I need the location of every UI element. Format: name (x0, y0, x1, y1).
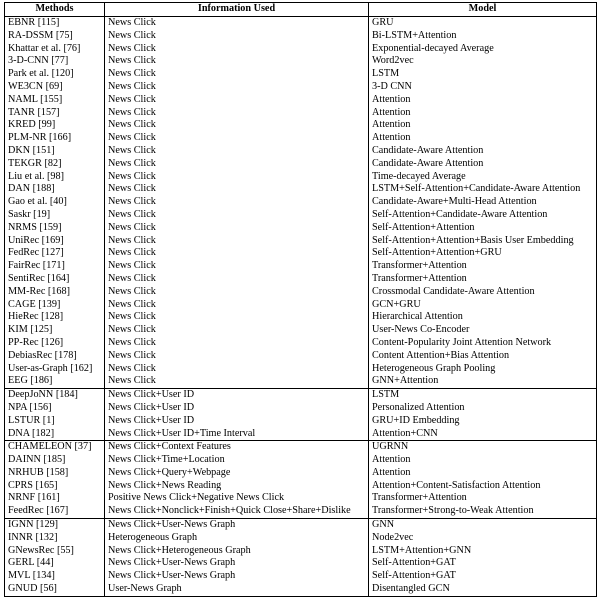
information-cell: Heterogeneous Graph (105, 532, 369, 545)
method-cell: FairRec [171] (5, 260, 105, 273)
table-row (5, 30, 597, 43)
information-cell: News Click (105, 363, 369, 376)
model-cell: Personalized Attention (369, 402, 597, 415)
header-methods: Methods (5, 3, 105, 17)
method-cell: GNUD [56] (5, 583, 105, 596)
table-row (5, 467, 597, 480)
table-row (5, 441, 597, 454)
information-cell: News Click+User-News Graph (105, 519, 369, 532)
method-cell: Saskr [19] (5, 209, 105, 222)
table-row (5, 145, 597, 158)
table-row (5, 415, 597, 428)
table-row (5, 222, 597, 235)
model-cell: Exponential-decayed Average (369, 43, 597, 56)
method-cell: EEG [186] (5, 375, 105, 388)
table-row (5, 583, 597, 596)
model-cell: GNN+Attention (369, 375, 597, 388)
model-cell: Transformer+Attention (369, 492, 597, 505)
table-row (5, 480, 597, 493)
model-cell: User-News Co-Encoder (369, 324, 597, 337)
information-cell: News Click (105, 183, 369, 196)
method-cell: PP-Rec [126] (5, 337, 105, 350)
model-cell: Bi-LSTM+Attention (369, 30, 597, 43)
information-cell: News Click (105, 209, 369, 222)
model-cell: LSTM (369, 68, 597, 81)
model-cell: Self-Attention+Attention (369, 222, 597, 235)
method-cell: FedRec [127] (5, 247, 105, 260)
table-row (5, 311, 597, 324)
information-cell: News Click (105, 273, 369, 286)
table-row (5, 492, 597, 505)
table-row (5, 43, 597, 56)
header-model: Model (369, 3, 597, 17)
information-cell: News Click (105, 81, 369, 94)
model-cell: Crossmodal Candidate-Aware Attention (369, 286, 597, 299)
method-cell: CHAMELEON [37] (5, 441, 105, 454)
method-cell: 3-D-CNN [77] (5, 55, 105, 68)
table-row (5, 81, 597, 94)
information-cell: News Click (105, 196, 369, 209)
model-cell: GNN (369, 519, 597, 532)
table-row (5, 17, 597, 30)
method-cell: DebiasRec [178] (5, 350, 105, 363)
information-cell: News Click+User ID (105, 389, 369, 402)
method-cell: DNA [182] (5, 428, 105, 441)
model-cell: Self-Attention+Attention+GRU (369, 247, 597, 260)
model-cell: Candidate-Aware+Multi-Head Attention (369, 196, 597, 209)
model-cell: GCN+GRU (369, 299, 597, 312)
information-cell: News Click+News Reading (105, 480, 369, 493)
method-cell: HieRec [128] (5, 311, 105, 324)
header-information-used: Information Used (105, 3, 369, 17)
method-cell: NRHUB [158] (5, 467, 105, 480)
table-row (5, 505, 597, 518)
model-cell: Candidate-Aware Attention (369, 145, 597, 158)
table-row (5, 324, 597, 337)
method-cell: MM-Rec [168] (5, 286, 105, 299)
model-cell: Node2vec (369, 532, 597, 545)
table-row (5, 158, 597, 171)
model-cell: Self-Attention+Attention+Basis User Embedding (369, 235, 597, 248)
method-cell: CPRS [165] (5, 480, 105, 493)
table-row (5, 183, 597, 196)
method-cell: CAGE [139] (5, 299, 105, 312)
model-cell: GRU (369, 17, 597, 30)
model-cell: Attention (369, 467, 597, 480)
information-cell: News Click (105, 17, 369, 30)
method-cell: EBNR [115] (5, 17, 105, 30)
method-cell: DAN [188] (5, 183, 105, 196)
table-row (5, 119, 597, 132)
table-row (5, 557, 597, 570)
information-cell: News Click (105, 337, 369, 350)
table-row (5, 55, 597, 68)
table-row (5, 132, 597, 145)
method-cell: UniRec [169] (5, 235, 105, 248)
information-cell: News Click (105, 119, 369, 132)
model-cell: UGRNN (369, 441, 597, 454)
table-row (5, 519, 597, 532)
information-cell: News Click (105, 247, 369, 260)
model-cell: Self-Attention+Candidate-Aware Attention (369, 209, 597, 222)
method-cell: KIM [125] (5, 324, 105, 337)
information-cell: User-News Graph (105, 583, 369, 596)
information-cell: News Click+User-News Graph (105, 570, 369, 583)
method-cell: SentiRec [164] (5, 273, 105, 286)
method-cell: Khattar et al. [76] (5, 43, 105, 56)
model-cell: 3-D CNN (369, 81, 597, 94)
methods-table (4, 2, 597, 597)
model-cell: GRU+ID Embedding (369, 415, 597, 428)
method-cell: TANR [157] (5, 107, 105, 120)
table-row (5, 273, 597, 286)
method-cell: IGNN [129] (5, 519, 105, 532)
model-cell: Attention (369, 107, 597, 120)
table-row (5, 545, 597, 558)
model-cell: Transformer+Attention (369, 273, 597, 286)
method-cell: KRED [99] (5, 119, 105, 132)
table-row (5, 286, 597, 299)
information-cell: News Click+User ID+Time Interval (105, 428, 369, 441)
table-row (5, 196, 597, 209)
model-cell: Content Attention+Bias Attention (369, 350, 597, 363)
table-header-row (5, 3, 597, 17)
model-cell: Attention (369, 119, 597, 132)
table-row (5, 375, 597, 388)
model-cell: Attention (369, 94, 597, 107)
table-row (5, 247, 597, 260)
method-cell: RA-DSSM [75] (5, 30, 105, 43)
information-cell: News Click+User ID (105, 402, 369, 415)
model-cell: LSTM+Attention+GNN (369, 545, 597, 558)
table-row (5, 454, 597, 467)
method-cell: FeedRec [167] (5, 505, 105, 518)
information-cell: News Click (105, 158, 369, 171)
model-cell: Self-Attention+GAT (369, 570, 597, 583)
table-row (5, 94, 597, 107)
method-cell: Park et al. [120] (5, 68, 105, 81)
method-cell: PLM-NR [166] (5, 132, 105, 145)
model-cell: Attention+CNN (369, 428, 597, 441)
table-row (5, 570, 597, 583)
information-cell: News Click (105, 350, 369, 363)
model-cell: Word2vec (369, 55, 597, 68)
model-cell: LSTM+Self-Attention+Candidate-Aware Attention (369, 183, 597, 196)
model-cell: Heterogeneous Graph Pooling (369, 363, 597, 376)
table-row (5, 402, 597, 415)
model-cell: Candidate-Aware Attention (369, 158, 597, 171)
table-row (5, 107, 597, 120)
model-cell: Disentangled GCN (369, 583, 597, 596)
method-cell: User-as-Graph [162] (5, 363, 105, 376)
table-row (5, 350, 597, 363)
model-cell: Hierarchical Attention (369, 311, 597, 324)
table-row (5, 68, 597, 81)
table-body (5, 17, 597, 597)
information-cell: Positive News Click+Negative News Click (105, 492, 369, 505)
method-cell: Liu et al. [98] (5, 171, 105, 184)
information-cell: News Click+Time+Location (105, 454, 369, 467)
information-cell: News Click (105, 260, 369, 273)
information-cell: News Click (105, 222, 369, 235)
method-cell: GERL [44] (5, 557, 105, 570)
information-cell: News Click (105, 94, 369, 107)
method-cell: LSTUR [1] (5, 415, 105, 428)
table-row (5, 337, 597, 350)
table-row (5, 363, 597, 376)
information-cell: News Click (105, 43, 369, 56)
model-cell: Attention+Content-Satisfaction Attention (369, 480, 597, 493)
information-cell: News Click+Context Features (105, 441, 369, 454)
model-cell: LSTM (369, 389, 597, 402)
information-cell: News Click (105, 375, 369, 388)
model-cell: Content-Popularity Joint Attention Network (369, 337, 597, 350)
model-cell: Transformer+Strong-to-Weak Attention (369, 505, 597, 518)
information-cell: News Click (105, 55, 369, 68)
information-cell: News Click (105, 311, 369, 324)
information-cell: News Click (105, 235, 369, 248)
table-row (5, 428, 597, 441)
table-row (5, 171, 597, 184)
method-cell: NAML [155] (5, 94, 105, 107)
information-cell: News Click (105, 107, 369, 120)
table-row (5, 260, 597, 273)
information-cell: News Click (105, 145, 369, 158)
table-row (5, 209, 597, 222)
table-row (5, 389, 597, 402)
information-cell: News Click (105, 132, 369, 145)
information-cell: News Click (105, 324, 369, 337)
information-cell: News Click (105, 68, 369, 81)
information-cell: News Click+User-News Graph (105, 557, 369, 570)
method-cell: WE3CN [69] (5, 81, 105, 94)
table-row (5, 299, 597, 312)
method-cell: DAINN [185] (5, 454, 105, 467)
information-cell: News Click+Nonclick+Finish+Quick Close+Share+Dislike (105, 505, 369, 518)
method-cell: TEKGR [82] (5, 158, 105, 171)
method-cell: NRNF [161] (5, 492, 105, 505)
information-cell: News Click+Query+Webpage (105, 467, 369, 480)
method-cell: DeepJoNN [184] (5, 389, 105, 402)
method-cell: MVL [134] (5, 570, 105, 583)
model-cell: Transformer+Attention (369, 260, 597, 273)
model-cell: Attention (369, 132, 597, 145)
method-cell: DKN [151] (5, 145, 105, 158)
information-cell: News Click (105, 30, 369, 43)
information-cell: News Click (105, 299, 369, 312)
model-cell: Attention (369, 454, 597, 467)
method-cell: INNR [132] (5, 532, 105, 545)
information-cell: News Click+Heterogeneous Graph (105, 545, 369, 558)
method-cell: GNewsRec [55] (5, 545, 105, 558)
information-cell: News Click (105, 286, 369, 299)
information-cell: News Click+User ID (105, 415, 369, 428)
model-cell: Time-decayed Average (369, 171, 597, 184)
method-cell: NPA [156] (5, 402, 105, 415)
table-row (5, 532, 597, 545)
table-row (5, 235, 597, 248)
method-cell: Gao et al. [40] (5, 196, 105, 209)
methods-table-container (4, 2, 596, 597)
method-cell: NRMS [159] (5, 222, 105, 235)
information-cell: News Click (105, 171, 369, 184)
model-cell: Self-Attention+GAT (369, 557, 597, 570)
